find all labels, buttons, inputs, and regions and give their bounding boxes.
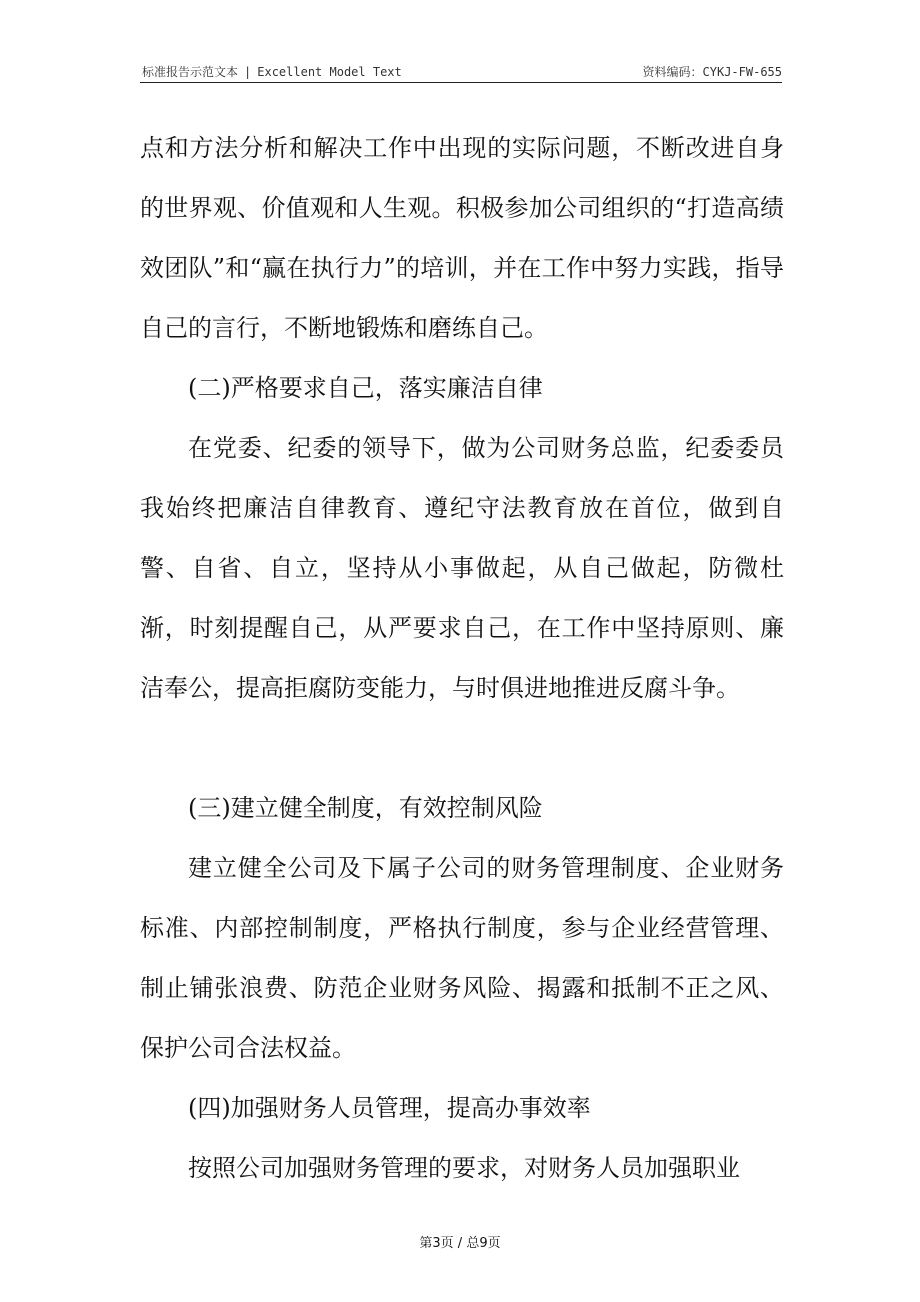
paragraph-integrity: 在党委、纪委的领导下，做为公司财务总监，纪委委员我始终把廉洁自律教育、遵纪守法教育放在首位，做到自警、自省、自立，坚持从小事做起，从自己做起，防微杜渐，时刻提醒自己，从严要求自己，在工作中坚持原则、廉洁奉公，提高拒腐防变能力，与时俱进地推进反腐斗争。 [140, 434, 784, 702]
page-number: 第3页 / 总9页 [419, 1236, 501, 1251]
paragraph-systems: 建立健全公司及下属子公司的财务管理制度、企业财务标准、内部控制制度，严格执行制度，参与企业经营管理、制止铺张浪费、防范企业财务风险、揭露和抵制不正之风、保护公司合法权益。 [140, 854, 784, 1062]
paragraph-staff: 按照公司加强财务管理的要求，对财务人员加强职业 [188, 1154, 740, 1182]
page-header [140, 60, 782, 83]
section-heading-2: (二)严格要求自己，落实廉洁自律 [188, 374, 543, 402]
section-heading-4: (四)加强财务人员管理，提高办事效率 [188, 1094, 591, 1122]
document-body [140, 118, 784, 1198]
section-heading-3: (三)建立健全制度，有效控制风险 [188, 794, 543, 822]
paragraph-continuation: 点和方法分析和解决工作中出现的实际问题，不断改进自身的世界观、价值观和人生观。积极参加公司组织的“打造高绩效团队”和“赢在执行力”的培训，并在工作中努力实践，指导自己的言行，不断地锻炼和磨练自己。 [140, 134, 784, 342]
header-separator: | [244, 65, 252, 79]
header-left [142, 63, 402, 80]
document-code: 资料编码：CYKJ-FW-655 [642, 65, 782, 79]
header-title-en: Excellent Model Text [257, 65, 402, 79]
header-title-cn: 标准报告示范文本 [142, 65, 239, 79]
